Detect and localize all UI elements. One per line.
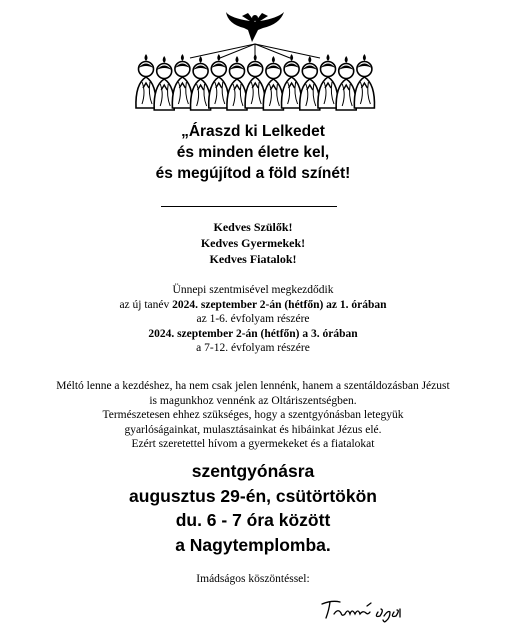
greeting-line-1: Kedves Szülők! [213, 220, 293, 234]
schedule-date-1: 2024. szeptember 2-án (hétfőn) az 1. órában [172, 298, 387, 311]
event-line-3: du. 6 - 7 óra között [175, 510, 331, 530]
quote-line-2: és minden életre kel, [176, 144, 330, 161]
event-line-1: szentgyónásra [191, 461, 315, 481]
apostle-figure [282, 54, 302, 108]
schedule-line-4 [0, 327, 506, 342]
apostle-figure [227, 56, 247, 110]
apostle-figure [245, 54, 265, 108]
apostles-illustration [136, 54, 375, 110]
greeting-line-3: Kedves Fiatalok! [209, 252, 297, 266]
event-line-4: a Nagytemplomba. [175, 534, 331, 555]
event-details [0, 459, 506, 557]
greeting-line-2: Kedves Gyermekek! [200, 236, 306, 250]
schedule-line-5: a 7-12. évfolyam részére [196, 342, 310, 354]
dove-icon [226, 12, 284, 42]
closing: Imádságos köszöntéssel: [196, 573, 310, 585]
apostle-figure [318, 54, 338, 108]
apostle-figure [136, 54, 156, 108]
apostle-figure [354, 54, 374, 108]
divider [161, 206, 337, 207]
apostle-figure [300, 56, 320, 110]
quote-line-3: és megújítod a föld színét! [155, 165, 351, 182]
body-text [0, 379, 506, 452]
body-line-3: Természetesen ehhez szükséges, hogy a szentgyónásban letegyük [102, 409, 404, 421]
apostle-figure [191, 56, 211, 110]
header-illustration [130, 8, 380, 114]
schedule-intro: Ünnepi szentmisével megkezdődik [172, 284, 334, 296]
schedule-date-2: 2024. szeptember 2-án (hétfőn) a 3. órában [148, 327, 358, 340]
quote-line-1: „Áraszd ki Lelkedet [181, 123, 325, 140]
schedule [0, 283, 506, 356]
body-line-4: gyarlóságainkat, mulasztásainkat és hibáinkat Jézus elé. [124, 423, 382, 436]
body-line-1: Méltó lenne a kezdéshez, ha nem csak jelen lennénk, hanem a szentáldozásban Jézust [56, 380, 450, 392]
body-line-5: Ezért szeretettel hívom a gyermekeket és a fiatalokat [131, 438, 375, 450]
apostle-figure [263, 56, 283, 110]
apostle-figure [336, 56, 356, 110]
schedule-line-2-prefix: az új tanév [119, 298, 173, 311]
body-line-2: is magunkhoz vennénk az Oltáriszentségben. [149, 394, 357, 407]
event-line-2: augusztus 29-én, csütörtökön [129, 485, 377, 506]
apostle-figure [172, 54, 192, 108]
signature [318, 596, 408, 624]
greeting [0, 219, 506, 267]
scripture-quote [0, 121, 506, 184]
schedule-line-3: az 1-6. évfolyam részére [196, 313, 310, 325]
schedule-line-2 [0, 298, 506, 313]
apostle-figure [154, 56, 174, 110]
apostle-figure [209, 54, 229, 108]
